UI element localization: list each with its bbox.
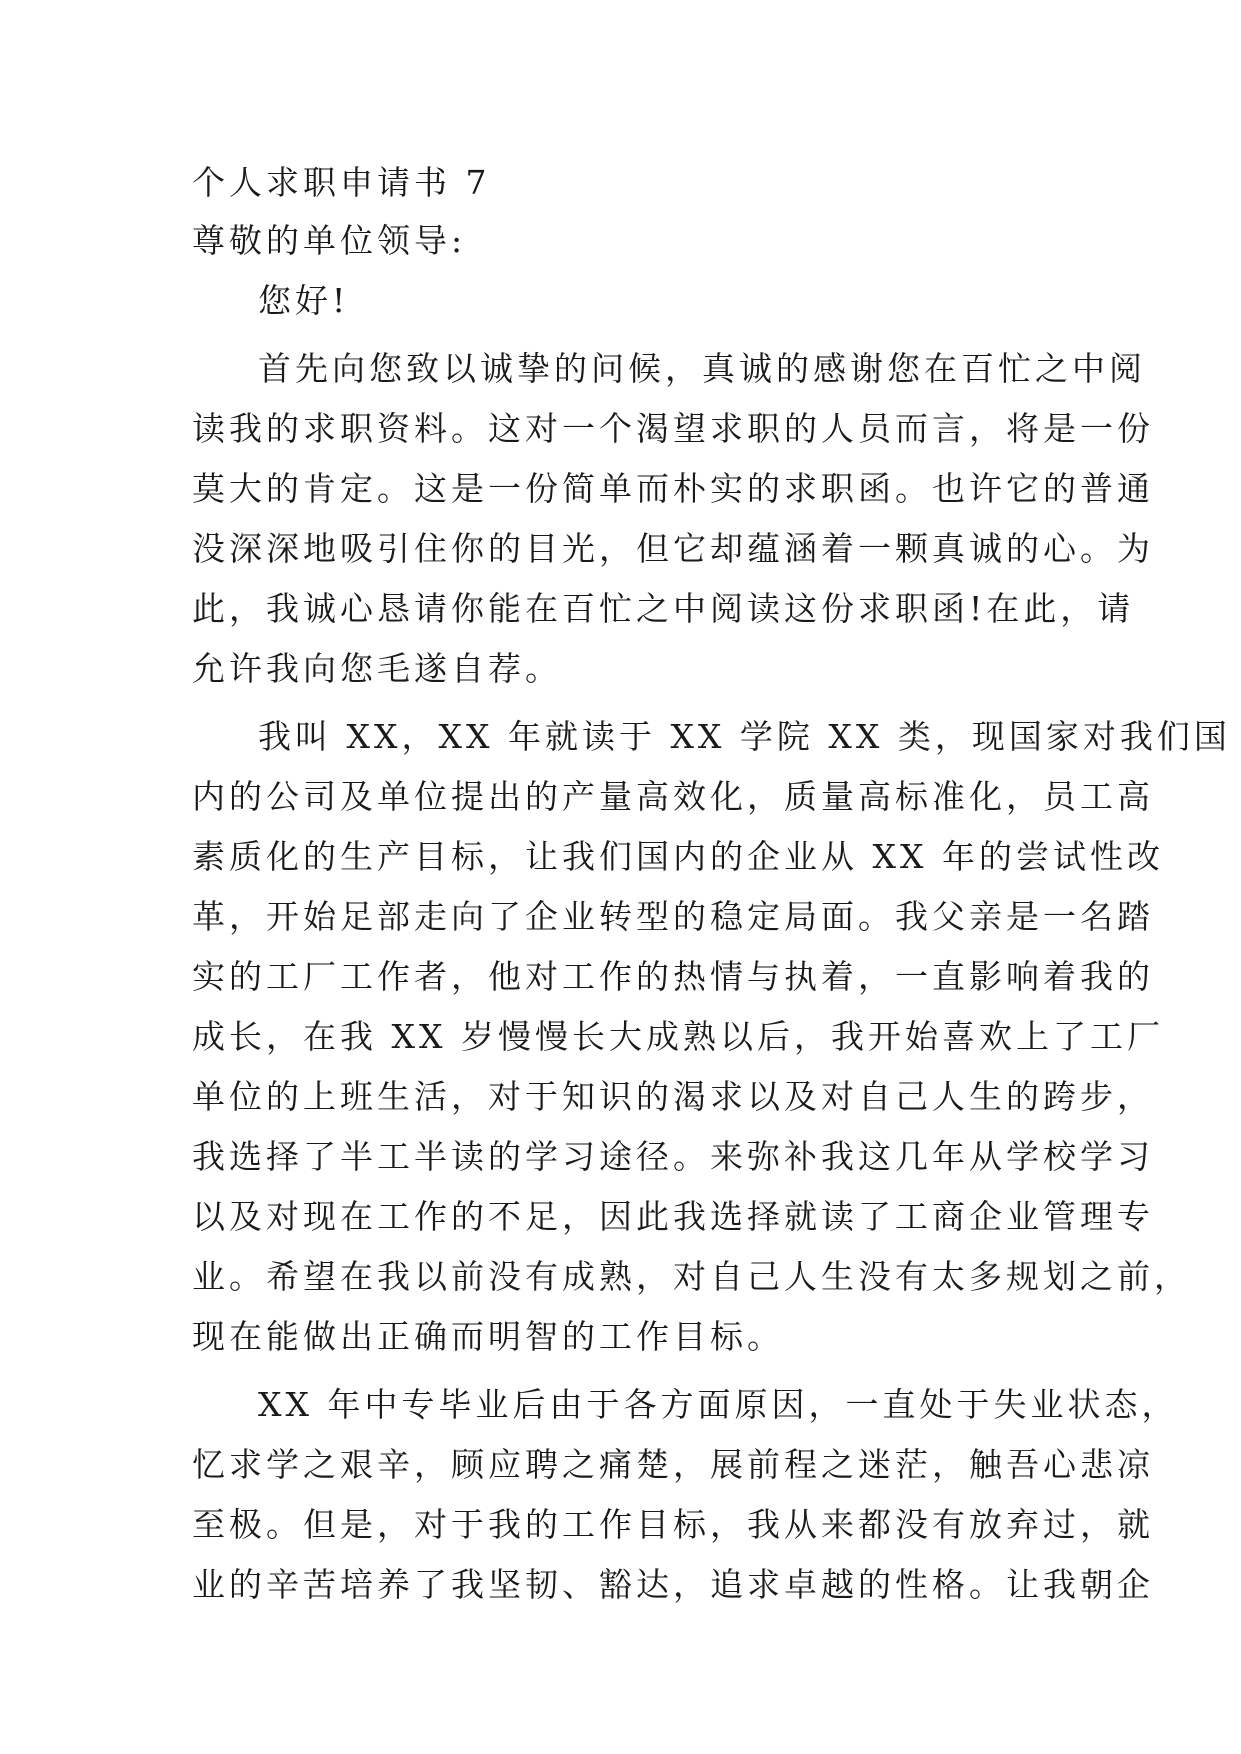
paragraph-background — [192, 707, 1231, 1367]
paragraph-line: 成长，在我 XX 岁慢慢长大成熟以后，我开始喜欢上了工厂 — [192, 1017, 1164, 1056]
document-body — [192, 155, 1231, 1615]
paragraph-line: 素质化的生产目标，让我们国内的企业从 XX 年的尝试性改 — [192, 837, 1164, 876]
paragraph-line: 莫大的肯定。这是一份简单而朴实的求职函。也许它的普通 — [192, 469, 1154, 508]
paragraph-line: 业的辛苦培养了我坚韧、豁达，追求卓越的性格。让我朝企 — [192, 1565, 1154, 1604]
paragraph-line: 没深深地吸引住你的目光，但它却蕴涵着一颗真诚的心。为 — [192, 529, 1154, 568]
paragraph-line: 此，我诚心恳请你能在百忙之中阅读这份求职函!在此，请 — [192, 589, 1135, 628]
paragraph-line: 读我的求职资料。这对一个渴望求职的人员而言，将是一份 — [192, 409, 1154, 448]
paragraph-experience — [192, 1375, 1179, 1615]
paragraph-line: 革，开始足部走向了企业转型的稳定局面。我父亲是一名踏 — [192, 897, 1154, 936]
paragraph-line: 至极。但是，对于我的工作目标，我从来都没有放弃过，就 — [192, 1505, 1154, 1544]
paragraph-line: 单位的上班生活，对于知识的渴求以及对自己人生的跨步， — [192, 1077, 1154, 1116]
paragraph-intro — [192, 339, 1154, 699]
paragraph-line: 忆求学之艰辛，顾应聘之痛楚，展前程之迷茫，触吾心悲凉 — [192, 1445, 1154, 1484]
salutation: 尊敬的单位领导: — [192, 221, 467, 260]
paragraph-line: 我叫 XX，XX 年就读于 XX 学院 XX 类，现国家对我们国 — [258, 717, 1231, 756]
paragraph-line: 我选择了半工半读的学习途径。来弥补我这几年从学校学习 — [192, 1137, 1154, 1176]
paragraph-line: 以及对现在工作的不足，因此我选择就读了工商企业管理专 — [192, 1197, 1154, 1236]
paragraph-line: 内的公司及单位提出的产量高效化，质量高标准化，员工高 — [192, 777, 1154, 816]
paragraph-line: 首先向您致以诚挚的问候，真诚的感谢您在百忙之中阅 — [258, 349, 1146, 388]
paragraph-line: 业。希望在我以前没有成熟，对自己人生没有太多规划之前， — [192, 1257, 1191, 1296]
paragraph-line: 现在能做出正确而明智的工作目标。 — [192, 1317, 784, 1356]
greeting: 您好! — [258, 281, 350, 320]
paragraph-line: XX 年中专毕业后由于各方面原因，一直处于失业状态， — [258, 1385, 1179, 1424]
paragraph-line: 允许我向您毛遂自荐。 — [192, 649, 562, 688]
paragraph-line: 实的工厂工作者，他对工作的热情与执着，一直影响着我的 — [192, 957, 1154, 996]
document-title: 个人求职申请书 7 — [192, 163, 491, 202]
